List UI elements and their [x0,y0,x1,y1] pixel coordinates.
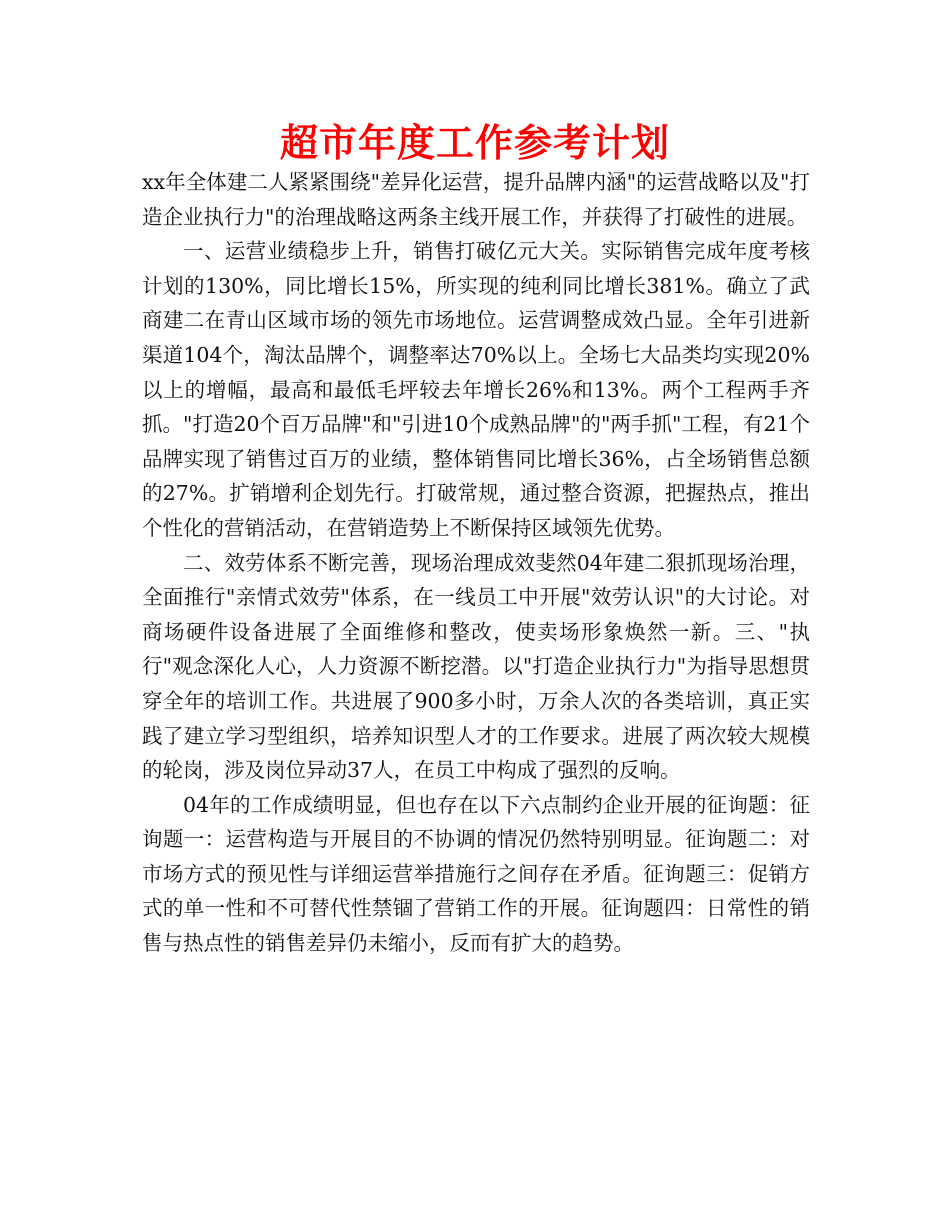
document-body [142,165,810,961]
paragraph-intro: xx年全体建二人紧紧围绕"差异化运营，提升品牌内涵"的运营战略以及"打造企业执行力"的治理战略这两条主线开展工作，并获得了打破性的进展。 [142,170,810,229]
paragraph-section-1: 一、运营业绩稳步上升，销售打破亿元大关。实际销售完成年度考核计划的130%，同比增长15%，所实现的纯利同比增长381%。确立了武商建二在青山区域市场的领先市场地位。运营调整成效凸显。全年引进新渠道104个，淘汰品牌个，调整率达70%以上。全场七大品类均实现20%以上的增幅，最高和最低毛坪较去年增长26%和13%。两个工程两手齐抓。"打造20个百万品牌"和"引进10个成熟品牌"的"两手抓"工程，有21个品牌实现了销售过百万的业绩，整体销售同比增长36%，占全场销售总额的27%。扩销增利企划先行。打破常规，通过整合资源，把握热点，推出个性化的营销活动，在营销造势上不断保持区域领先优势。 [142,239,810,540]
document-title: 超市年度工作参考计划 [279,121,670,165]
paragraph-issues: 04年的工作成绩明显，但也存在以下六点制约企业开展的征询题：征询题一：运营构造与开展目的不协调的情况仍然特别明显。征询题二：对市场方式的预见性与详细运营举措施行之间存在矛盾。征询题三：促销方式的单一性和不可替代性禁锢了营销工作的开展。征询题四：日常性的销售与热点性的销售差异仍未缩小，反而有扩大的趋势。 [142,792,810,956]
paragraph-section-2: 二、效劳体系不断完善，现场治理成效斐然04年建二狠抓现场治理，全面推行"亲情式效劳"体系，在一线员工中开展"效劳认识"的大讨论。对商场硬件设备进展了全面维修和整改，使卖场形象焕然一新。三、"执行"观念深化人心，人力资源不断挖潜。以"打造企业执行力"为指导思想贯穿全年的培训工作。共进展了900多小时，万余人次的各类培训，真正实践了建立学习型组织，培养知识型人才的工作要求。进展了两次较大规模的轮岗，涉及岗位异动37人，在员工中构成了强烈的反响。 [142,550,810,783]
